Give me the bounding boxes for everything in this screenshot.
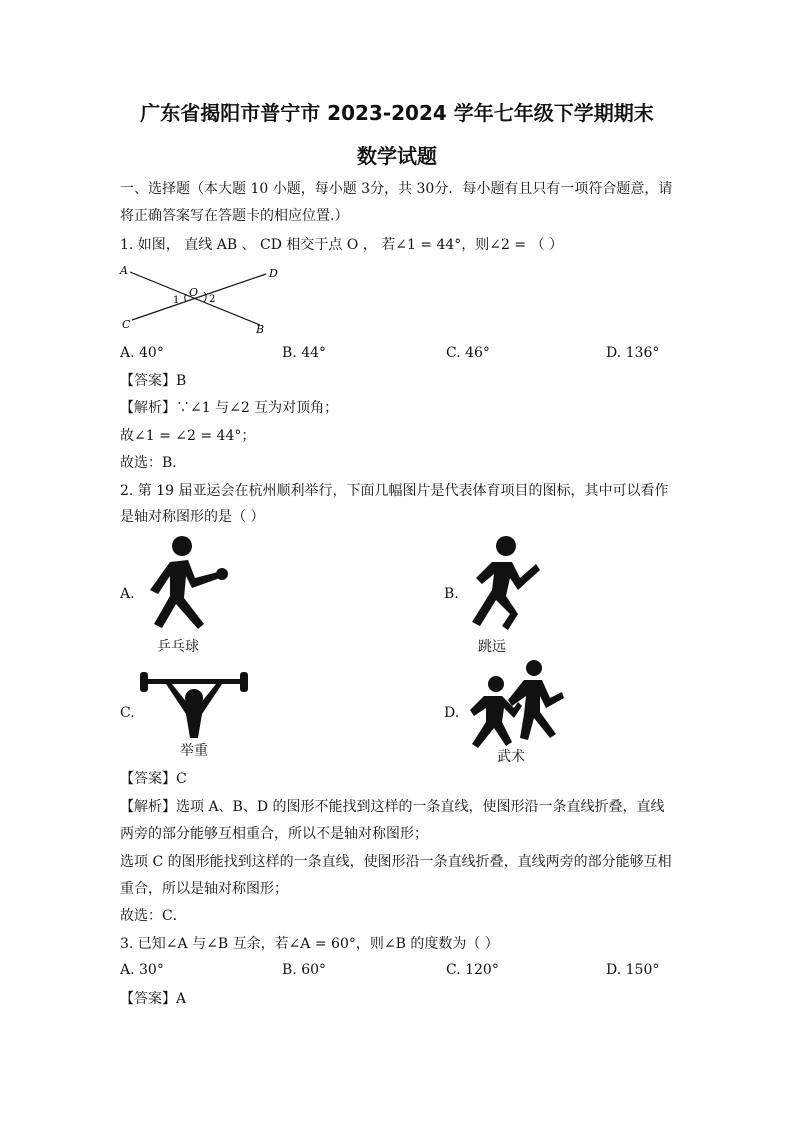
q1-answer: 【答案】B <box>120 373 187 389</box>
q3-option-d: D. 150° <box>606 962 660 978</box>
document-title: 广东省揭阳市普宁市 2023-2024 学年七年级下学期期末 <box>140 101 654 125</box>
angle-2-label: 2 <box>209 294 216 305</box>
q2-option-c-letter: C. <box>120 705 135 721</box>
weightlifting-icon <box>138 668 250 740</box>
q1-explain-2: 故∠1 = ∠2 = 44°； <box>120 428 256 444</box>
document-subtitle: 数学试题 <box>357 144 437 168</box>
q2-option-c-label: 举重 <box>180 743 208 759</box>
long-jump-icon <box>462 534 542 634</box>
table-tennis-icon <box>140 534 230 634</box>
q2-option-a-label: 乒乓球 <box>157 639 199 655</box>
q3-option-c: C. 120° <box>446 962 499 978</box>
q2-explain-2: 两旁的部分能够互相重合，所以不是轴对称图形； <box>120 826 428 842</box>
q1-option-a: A. 40° <box>120 345 164 361</box>
q1-options <box>120 345 680 365</box>
q1-explain-3: 故选：B． <box>120 455 187 471</box>
q2-option-d-label: 武术 <box>497 749 525 765</box>
point-c-label: C <box>122 318 131 331</box>
q1-option-d: D. 136° <box>606 345 660 361</box>
q3-answer: 【答案】A <box>120 991 187 1007</box>
q2-option-b-letter: B. <box>444 586 459 602</box>
q2-option-d-letter: D. <box>444 705 460 721</box>
q1-option-b: B. 44° <box>282 345 327 361</box>
q3-option-b: B. 60° <box>282 962 327 978</box>
q2-option-b-label: 跳远 <box>478 639 506 655</box>
q2-explain-5: 故选：C． <box>120 908 187 924</box>
q2-answer: 【答案】C <box>120 771 187 787</box>
martial-arts-icon <box>462 658 566 750</box>
point-a-label: A <box>120 264 128 277</box>
q1-explain-1: 【解析】∵∠1 与∠2 互为对顶角； <box>120 400 339 416</box>
q1-option-c: C. 46° <box>446 345 490 361</box>
section-heading: 一、选择题（本大题 10 小题，每小题 3分，共 30分．每小题有且只有一项符合题意，请 <box>120 181 673 197</box>
point-d-label: D <box>269 267 278 280</box>
q3-option-a: A. 30° <box>120 962 164 978</box>
q2-explain-4: 重合，所以是轴对称图形； <box>120 881 288 897</box>
q2-option-a-letter: A. <box>120 586 135 602</box>
angle-1-label: 1 <box>173 295 180 306</box>
q1-intersecting-lines-figure <box>116 262 286 336</box>
point-o-label: O <box>189 286 199 299</box>
point-b-label: B <box>256 323 265 336</box>
q2-explain-3: 选项 C 的图形能找到这样的一条直线，使图形沿一条直线折叠，直线两旁的部分能够互相 <box>120 854 672 870</box>
section-heading-cont: 将正确答案写在答题卡的相应位置.） <box>120 208 349 224</box>
q2-stem-cont: 是轴对称图形的是（ ） <box>120 509 265 525</box>
q3-stem: 3. 已知∠A 与∠B 互余，若∠A = 60°，则∠B 的度数为（ ） <box>120 936 499 952</box>
q2-explain-1: 【解析】选项 A、B、D 的图形不能找到这样的一条直线，使图形沿一条直线折叠，直线 <box>120 799 665 815</box>
q3-options <box>120 962 680 982</box>
q2-stem: 2. 第 19 届亚运会在杭州顺利举行，下面几幅图片是代表体育项目的图标，其中可以看作 <box>120 483 669 499</box>
q1-stem: 1. 如图， 直线 AB 、 CD 相交于点 O ， 若∠1 = 44°，则∠2 = （ ） <box>120 237 564 253</box>
